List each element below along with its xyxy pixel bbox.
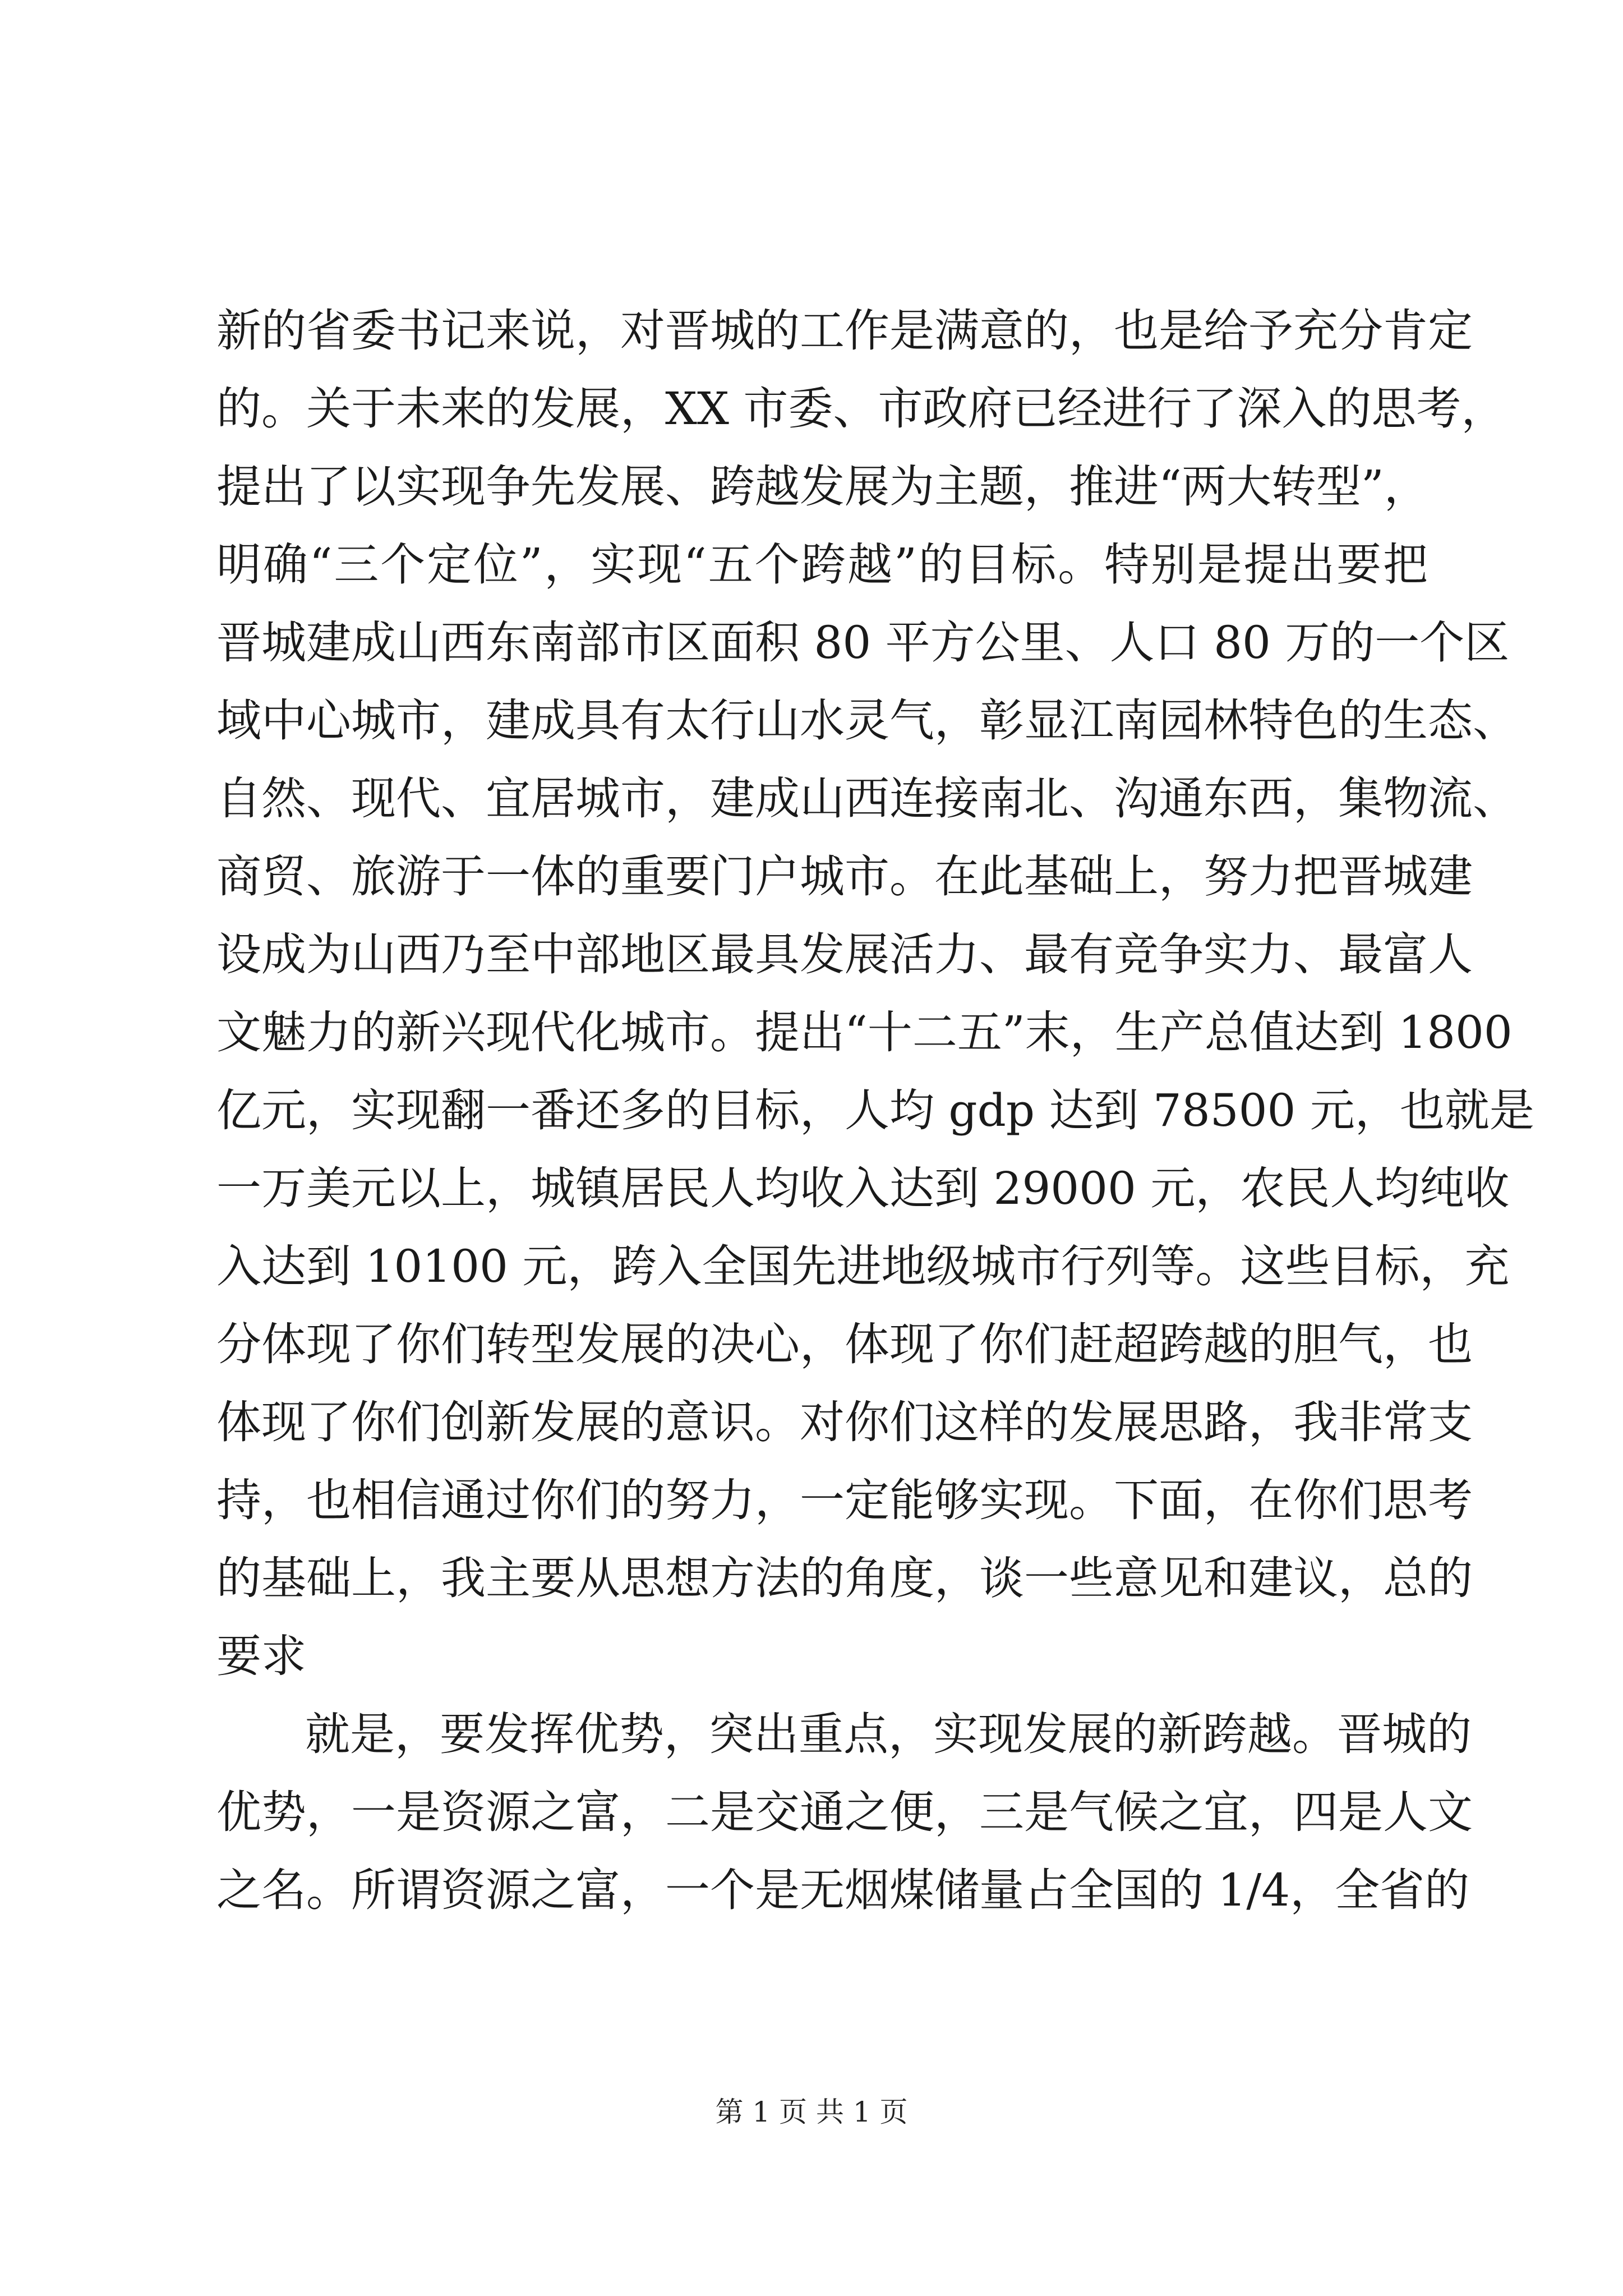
body-text [216, 292, 1534, 1929]
text-line: 的。关于未来的发展，XX 市委、市政府已经进行了深入的思考， [216, 383, 1506, 435]
text-line: 一万美元以上，城镇居民人均收入达到 29000 元，农民人均纯收 [216, 1162, 1510, 1214]
text-line: 文魅力的新兴现代化城市。提出“十二五”末，生产总值达到 1800 [216, 1006, 1513, 1059]
page-footer [0, 2092, 1623, 2132]
text-line: 持，也相信通过你们的努力，一定能够实现。下面，在你们思考 [216, 1474, 1473, 1526]
text-line: 设成为山西乃至中部地区最具发展活力、最有竞争实力、最富人 [216, 928, 1473, 981]
text-line: 入达到 10100 元，跨入全国先进地级城市行列等。这些目标，充 [216, 1240, 1510, 1292]
text-line: 自然、现代、宜居城市，建成山西连接南北、沟通东西，集物流、 [216, 772, 1518, 825]
text-line: 体现了你们创新发展的意识。对你们这样的发展思路，我非常支 [216, 1396, 1473, 1448]
text-line: 晋城建成山西东南部市区面积 80 平方公里、人口 80 万的一个区 [216, 616, 1510, 669]
text-line: 亿元，实现翻一番还多的目标，人均 gdp 达到 78500 元，也就是 [216, 1084, 1534, 1137]
text-line: 域中心城市，建成具有太行山水灵气，彰显江南园林特色的生态、 [216, 694, 1518, 747]
text-line: 新的省委书记来说，对晋城的工作是满意的，也是给予充分肯定 [216, 305, 1473, 357]
text-line: 的基础上，我主要从思想方法的角度，谈一些意见和建议，总的 [216, 1552, 1473, 1604]
text-line: 要求 [216, 1630, 306, 1682]
text-line: 就是，要发挥优势，突出重点，实现发展的新跨越。晋城的 [305, 1708, 1472, 1760]
page-number-label: 第 1 页 共 1 页 [715, 2096, 908, 2128]
text-line: 明确“三个定位”，实现“五个跨越”的目标。特别是提出要把 [216, 539, 1428, 591]
text-line: 优势，一是资源之富，二是交通之便，三是气候之宜，四是人文 [216, 1786, 1473, 1838]
text-line: 之名。所谓资源之富，一个是无烟煤储量占全国的 1/4，全省的 [216, 1864, 1470, 1916]
text-line: 商贸、旅游于一体的重要门户城市。在此基础上，努力把晋城建 [216, 850, 1473, 903]
text-line: 分体现了你们转型发展的决心，体现了你们赶超跨越的胆气，也 [216, 1318, 1473, 1370]
text-line: 提出了以实现争先发展、跨越发展为主题，推进“两大转型”， [216, 461, 1429, 513]
